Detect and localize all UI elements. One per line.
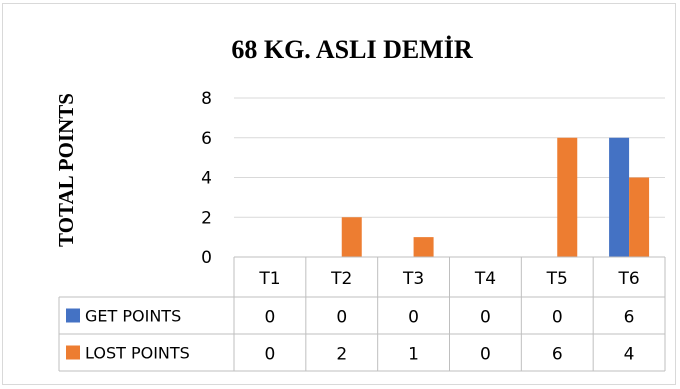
category-label: T2 [331,269,353,289]
legend-label: GET POINTS [85,306,182,326]
category-label: T4 [474,269,497,289]
chart-title: 68 KG. ASLI DEMİR [231,35,473,64]
bar-lost-points-t5 [557,138,577,257]
bar-lost-points-t2 [342,217,362,257]
bar-lost-points-t6 [629,178,649,258]
y-tick-label: 4 [201,168,212,189]
table-cell: 0 [551,307,563,328]
table-cell: 0 [480,307,491,328]
y-tick-label: 6 [201,128,212,149]
category-label: T5 [546,269,568,289]
table-cell: 0 [264,344,276,365]
table-cell: 1 [408,344,419,365]
y-axis-label: TOTAL POINTS [54,93,78,247]
y-axis-ticks [201,89,212,268]
table-cell: 6 [551,344,563,365]
bar-get-points-t6 [609,138,629,257]
bars [342,138,649,257]
table-cell: 0 [336,307,348,328]
table-cell: 0 [408,307,419,328]
category-label: T3 [402,269,425,289]
bar-lost-points-t3 [414,237,434,257]
y-tick-label: 8 [201,89,212,109]
table-cell: 4 [623,344,635,365]
table-cell: 0 [480,344,491,365]
legend-label: LOST POINTS [85,343,190,363]
table-cell: 0 [264,307,276,328]
y-tick-label: 0 [201,248,212,268]
y-tick-label: 2 [201,208,212,229]
legend-swatch [66,346,80,360]
grid-lines [234,98,665,217]
legend-swatch [66,309,80,323]
category-label: T6 [618,269,640,289]
data-table [59,257,665,371]
table-cell: 6 [623,307,635,328]
table-cell: 2 [336,344,348,365]
category-label: T1 [259,269,281,289]
